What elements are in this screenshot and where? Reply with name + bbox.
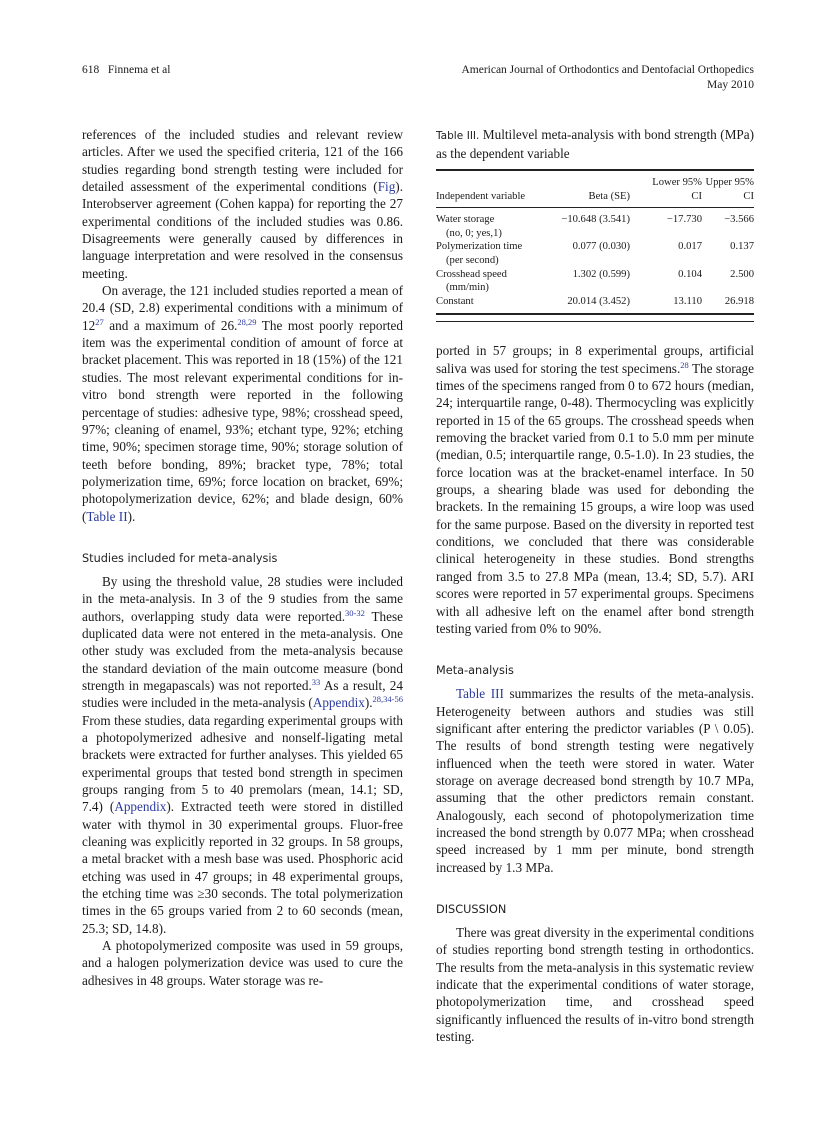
citation-reference[interactable]: 28,29: [237, 316, 257, 327]
body-paragraph: [436, 685, 754, 876]
results-table: [436, 169, 754, 315]
table-header-row: [436, 170, 754, 208]
section-heading: DISCUSSION: [436, 902, 507, 916]
running-header-right: [461, 63, 754, 93]
running-authors: Finnema et al: [107, 64, 171, 76]
table-caption: [436, 126, 754, 162]
text-run: By using the threshold value, 28 studies were included in the meta-analysis. In 3 of the 9 studies from the same authors, overlapping study data were reported.: [82, 573, 403, 624]
variable-name: Polymerization time: [436, 241, 523, 253]
text-run: As a result, 24 studies were included in the meta-analysis (: [82, 677, 403, 711]
table-row: [436, 268, 754, 295]
cross-reference-link[interactable]: Fig: [377, 179, 396, 195]
cell-lower-ci: 0.104: [678, 268, 702, 280]
cell-lower-ci: 0.017: [678, 241, 702, 253]
table-iii: [436, 126, 754, 322]
cross-reference-link[interactable]: Appendix: [312, 695, 365, 711]
variable-name: Constant: [436, 295, 474, 307]
page-number: 618: [82, 64, 100, 76]
table-label: Table III.: [436, 130, 480, 142]
cell-upper-ci: 0.137: [730, 241, 754, 253]
cell-beta: −10.648 (3.541): [561, 214, 630, 226]
table-divider: [436, 321, 754, 322]
section-heading: Studies included for meta-analysis: [82, 551, 278, 565]
table-row: [436, 208, 754, 241]
text-run: summarizes the results of the meta-analysis. Heterogeneity between authors and studies was still significant after entering the predictor variables (P \ 0.05). The results of bond strength testing were negatively influenced when the teeth were stored in water. Water storage on average decreased bond strength by 10.7 MPa, assuming that the other predictors remain constant. Analogously, each second of photopolymerization time increased the bond strength by 0.077 MPa; when crosshead speed increased by 1 mm per minute, bond strength increased by 1.3 MPa.: [436, 686, 754, 875]
text-run: On average, the 121 included studies reported a mean of 20.4 (SD, 2.8) experimental conditions with a minimum of 12: [82, 283, 403, 333]
text-run: ).: [127, 508, 136, 524]
cell-variable: [436, 295, 554, 315]
col-header-lower: Lower 95% CI: [652, 177, 702, 202]
cell-lower-ci: −17.730: [666, 214, 702, 226]
text-run: ported in 57 groups; in 8 experimental groups, artificial saliva was used for storing the test specimens.: [436, 343, 754, 376]
cell-beta: 20.014 (3.452): [567, 295, 630, 307]
cell-beta: 1.302 (0.599): [572, 268, 630, 280]
cell-variable: [436, 240, 554, 267]
cross-reference-link[interactable]: Table III: [456, 686, 504, 702]
col-header-beta: Beta (SE): [588, 190, 630, 202]
variable-unit: (mm/min): [446, 282, 489, 294]
citation-reference[interactable]: 30-32: [345, 607, 365, 618]
text-run: These duplicated data were not entered in the meta-analysis. One other study was excluded from the meta-analysis because the standard deviation of the main outcome measure (bond strength in megapascals) was not reported.: [82, 608, 403, 693]
text-run: ).: [364, 695, 373, 711]
text-run: The most poorly reported item was the experimental condition of amount of force at bracket placement. This was reported in 18 (15%) of the 121 studies. The most relevant experimental conditions for in-vitro bond strength were reported in the following percentage of studies: adhesive type, 98%; crosshead speed, 97%; cleaning of enamel, 93%; etchant type, 92%; etching time, 90%; specimen storage time, 90%; storage solution of teeth before bonding, 89%; bracket type, 78%; total polymerization time, 69%; force location on bracket, 69%; photopolymerization device, 62%; and blade design, 60% (: [82, 317, 403, 524]
table-row: [436, 240, 754, 267]
text-run: ). Interobserver agreement (Cohen kappa) for reporting the 27 experimental conditions of the included studies was 0.86. Disagreements were generally caused by differences in language interpretation and were resolved in the consensus meeting.: [82, 179, 403, 281]
cross-reference-link[interactable]: Appendix: [114, 799, 167, 815]
body-paragraph: [436, 924, 754, 1045]
variable-unit: (no, 0; yes,1): [446, 227, 502, 239]
text-run: references of the included studies and relevant review articles. After we used the specified criteria, 121 of the 166 studies regarding bond strength testing were included for detailed assessment of the experimental conditions (: [82, 127, 403, 195]
text-run: ). Extracted teeth were stored in distilled water with thymol in 30 experimental groups. Fluor-free cleaning was explicitly reported in 32 groups. In 58 groups, a metal bracket with a mesh base was used. Phosphoric acid etching was used in 47 groups; in 48 experimental groups, the etching time was ≥30 seconds. The total polymerization times in the 65 groups varied from 2 to 60 seconds (mean, 25.3; SD, 14.8).: [82, 799, 403, 936]
right-column: [436, 126, 754, 1045]
col-header-upper: Upper 95% CI: [705, 177, 754, 202]
cell-variable: [436, 208, 554, 241]
body-paragraph: [82, 126, 403, 282]
body-paragraph: [436, 342, 754, 637]
text-run: The storage times of the specimens ranged from 0 to 672 hours (median, 24; interquartile range, 0-48). Thermocycling was explicitly reported in 15 of the 65 groups. The crosshead speeds when removing the bracket varied from 0.1 to 5.0 mm per minute (median, 0.5; interquartile range, 0.5-1.0). In 23 studies, the force location was at the bracket-enamel interface. In 50 groups, a shearing blade was used for debonding the brackets. In the remaining 15 groups, a wire loop was used for the same purpose. Based on the diversity in reported test conditions, we concluded that there was considerable clinical heterogeneity in these studies. Bond strengths ranged from 3.5 to 27.8 MPa (mean, 13.4; SD, 5.7). ARI scores were reported in 57 experimental groups. Specimens with all adhesive left on the enamel after bond strength testing varied from 0% to 90%.: [436, 360, 754, 636]
text-run: From these studies, data regarding experimental groups with a photopolymerized adhesive and nonself-ligating metal brackets were extracted for further analyses. This yielded 65 experimental groups that tested bond strength in specimen groups ranging from 5 to 40 premolars (mean, 14.1; SD, 7.4) (: [82, 712, 403, 815]
citation-reference[interactable]: 33: [311, 676, 321, 687]
cell-lower-ci: 13.110: [673, 295, 702, 307]
cell-beta: 0.077 (0.030): [572, 241, 630, 253]
cell-variable: [436, 268, 554, 295]
cross-reference-link[interactable]: Table II: [86, 508, 128, 524]
table-row: [436, 295, 754, 315]
citation-reference[interactable]: 27: [95, 316, 104, 327]
text-run: There was great diversity in the experimental conditions of studies reporting bond strength testing in orthodontics. The results from the meta-analysis in this systematic review indicate that the experimental conditions of water storage, photopolymerization time, and crosshead speed significantly influenced the results of in-vitro bond strength testing.: [436, 924, 754, 1045]
running-header-left: [82, 63, 170, 78]
cell-upper-ci: −3.566: [724, 214, 754, 226]
cell-upper-ci: 2.500: [730, 268, 754, 280]
text-run: A photopolymerized composite was used in 59 groups, and a halogen polymerization device was used to cure the adhesives in 48 groups. Water storage was re-: [82, 938, 403, 988]
cell-upper-ci: 26.918: [724, 295, 754, 307]
table-caption-text: Multilevel meta-analysis with bond strength (MPa) as the dependent variable: [436, 127, 754, 161]
variable-name: Water storage: [436, 214, 495, 226]
col-header-variable: Independent variable: [436, 190, 526, 202]
citation-reference[interactable]: 28,34-56: [372, 694, 403, 705]
body-paragraph: [82, 282, 403, 525]
body-paragraph: [82, 573, 403, 937]
left-column: [82, 126, 403, 989]
variable-name: Crosshead speed: [436, 268, 507, 280]
citation-reference[interactable]: 28: [680, 359, 689, 370]
text-run: and a maximum of 26.: [103, 317, 238, 333]
variable-unit: (per second): [446, 254, 499, 266]
body-paragraph: [82, 937, 403, 989]
section-heading: Meta-analysis: [436, 664, 514, 678]
journal-name: American Journal of Orthodontics and Dentofacial Orthopedics: [461, 64, 754, 76]
journal-issue: May 2010: [707, 79, 754, 91]
